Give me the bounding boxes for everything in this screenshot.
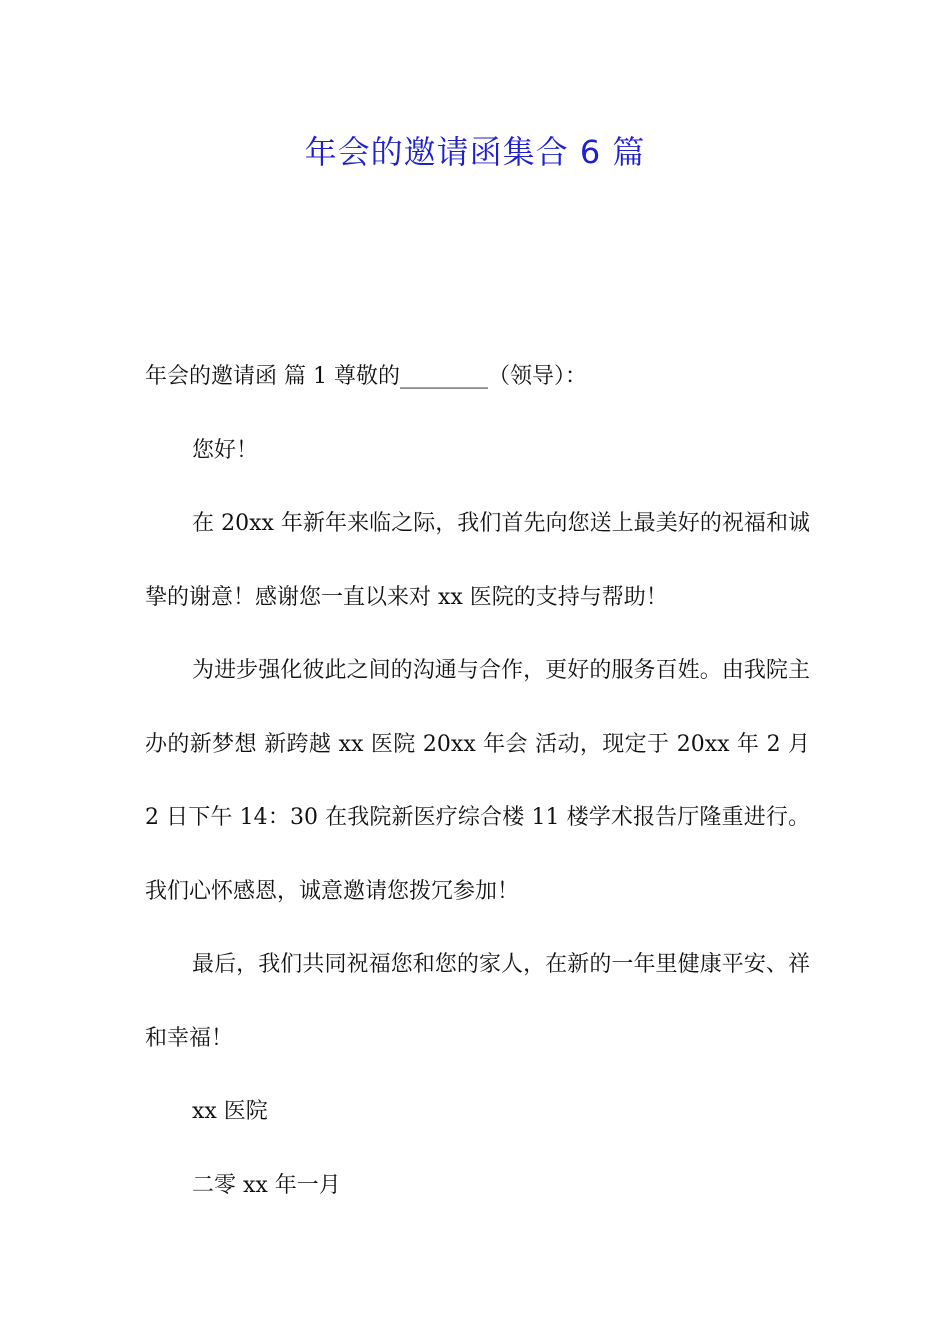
event-invitation-paragraph: 为进步强化彼此之间的沟通与合作，更好的服务百姓。由我院主办的新梦想 新跨越 xx 医院 20xx 年会 活动，现定于 20xx 年 2 月 2 日下午 14：30 在我院新医疗综合楼 11 楼学术报告厅隆重进行。我们心怀感恩，诚意邀请您拨冗参加！ <box>145 658 810 904</box>
new-year-wishes-paragraph: 在 20xx 年新年来临之际，我们首先向您送上最美好的祝福和诚挚的谢意！感谢您一直以来对 xx 医院的支持与帮助！ <box>145 511 810 610</box>
document-title: 年会的邀请函集合 6 篇 <box>304 133 646 171</box>
salutation-line: 年会的邀请函 篇 1 尊敬的________（领导）： <box>145 364 587 389</box>
document-body <box>145 340 810 1222</box>
closing-wishes-paragraph: 最后，我们共同祝福您和您的家人，在新的一年里健康平安、祥和幸福！ <box>145 952 810 1051</box>
greeting-paragraph: 您好！ <box>192 437 259 463</box>
signature-organization: xx 医院 <box>192 1099 268 1124</box>
signature-date: 二零 xx 年一月 <box>192 1172 341 1198</box>
